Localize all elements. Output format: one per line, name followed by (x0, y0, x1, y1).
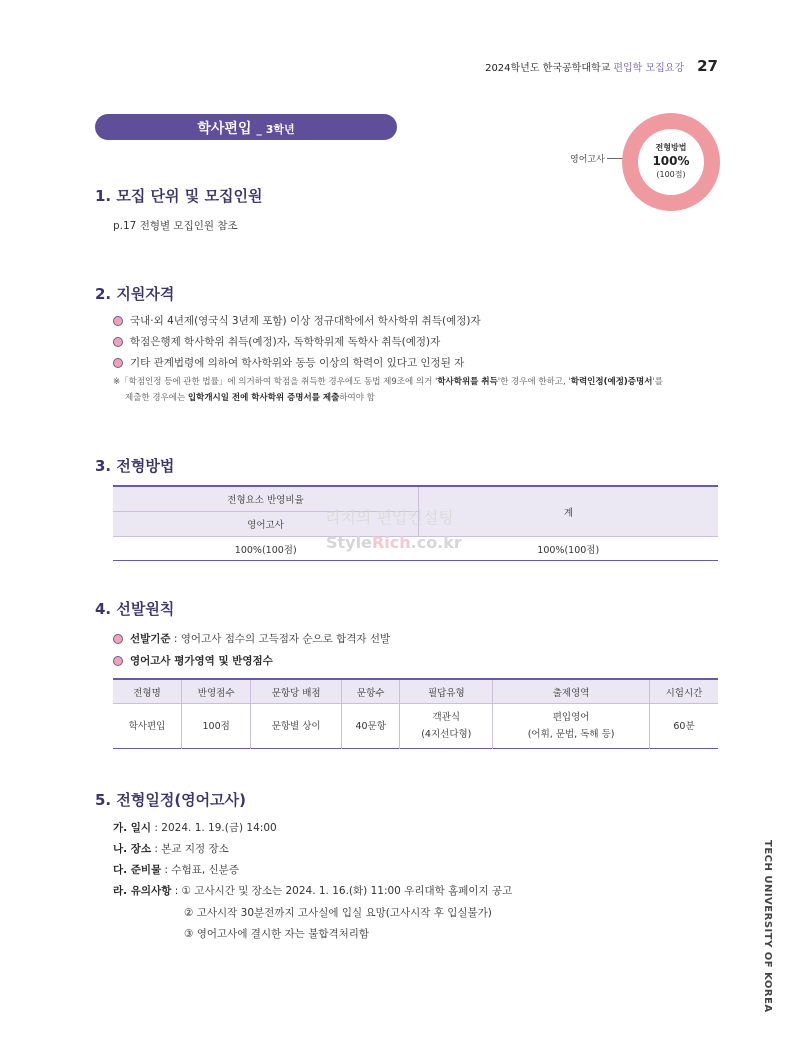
table-cell: 객관식 (4지선다형) (400, 704, 493, 749)
section-3-title: 3. 전형방법 (95, 457, 175, 475)
selection-method-donut (622, 113, 720, 211)
qualification-item: 학점은행제 학사학위 취득(예정)자, 독학학위제 독학사 취득(예정)자 (113, 334, 440, 349)
table-cell: 40문항 (341, 704, 399, 749)
schedule-note: ② 고사시작 30분전까지 고사실에 입실 요망(고사시작 후 입실불가) (184, 907, 492, 919)
section-5-title: 5. 전형일정(영어고사) (95, 791, 246, 809)
bullet-icon (113, 337, 123, 347)
exam-area-table (113, 678, 718, 749)
table-header: 출제영역 (493, 679, 650, 704)
page-number: 27 (697, 57, 718, 75)
donut-title: 전형방법 (655, 143, 687, 152)
table-header: 영어고사 (113, 512, 419, 537)
bullet-icon (113, 656, 123, 666)
table-header: 필답유형 (400, 679, 493, 704)
page-title (95, 118, 397, 138)
table-cell: 편입영어 (어휘, 문법, 독해 등) (493, 704, 650, 749)
page-title-sub: _ 3학년 (256, 123, 295, 136)
section-title-bar (95, 114, 397, 140)
table-cell: 문항별 상이 (251, 704, 342, 749)
bullet-icon (113, 358, 123, 368)
evaluation-area-heading: 영어고사 평가영역 및 반영점수 (113, 653, 273, 668)
schedule-item: 나. 장소 : 본교 지정 장소 (113, 843, 229, 855)
table-header: 전형요소 반영비율 (113, 486, 419, 512)
schedule-item: 가. 일시 : 2024. 1. 19.(금) 14:00 (113, 822, 277, 834)
table-cell: 학사편입 (128, 720, 166, 732)
donut-legend-label: 영어고사 (570, 155, 605, 165)
schedule-item: 다. 준비물 : 수험표, 신분증 (113, 864, 239, 876)
donut-center (638, 129, 704, 195)
qualification-item: 기타 관계법령에 의하여 학사학위와 동등 이상의 학력이 있다고 인정된 자 (113, 355, 464, 370)
table-header: 반영점수 (181, 679, 250, 704)
table-row (113, 704, 718, 749)
table-header: 시험시간 (649, 679, 718, 704)
table-cell: 100%(100점) (234, 544, 297, 556)
table-header: 문항수 (341, 679, 399, 704)
qualification-item: 국내·외 4년제(영국식 3년제 포함) 이상 정규대학에서 학사학위 취득(예정)자 (113, 313, 481, 328)
header-guide: 편입학 모집요강 (613, 63, 685, 74)
donut-points: (100점) (656, 170, 686, 179)
qualification-note: ※「학점인정 등에 관한 법률」에 의거하여 학점을 취득한 경우에도 동법 제9조에 의거 '학사학위를 취득'한 경우에 한하고, '학력인정(예정)증명서'를 제출한 경우에는 입학개시일 전에 학사학위 증명서를 제출하여야 함 (113, 377, 663, 403)
table-header: 문항당 배점 (251, 679, 342, 704)
schedule-item: 라. 유의사항 : ① 고사시간 및 장소는 2024. 1. 16.(화) 11:00 우리대학 홈페이지 공고 (113, 885, 513, 897)
bullet-icon (113, 316, 123, 326)
section-2-title: 2. 지원자격 (95, 285, 175, 303)
table-header-total: 계 (419, 486, 719, 537)
selection-criteria: 선발기준 : 영어고사 점수의 고득점자 순으로 합격자 선발 (113, 631, 390, 646)
table-cell: 100점 (181, 704, 250, 749)
page-title-main: 학사편입 (197, 121, 252, 137)
table-cell: 60분 (649, 704, 718, 749)
page-header (485, 57, 718, 75)
donut-percent: 100% (652, 154, 690, 168)
section-1-title: 1. 모집 단위 및 모집인원 (95, 187, 263, 205)
header-school: 2024학년도 한국공학대학교 (485, 63, 611, 74)
section-4-title: 4. 선발원칙 (95, 600, 175, 618)
section-1-text: p.17 전형별 모집인원 참조 (113, 220, 238, 232)
bullet-icon (113, 634, 123, 644)
watermark-site: StyleRich.co.kr (326, 533, 462, 552)
table-header: 전형명 (113, 679, 181, 704)
side-university-name: TECH UNIVERSITY OF KOREA (762, 840, 773, 1013)
schedule-note: ③ 영어고사에 결시한 자는 불합격처리함 (184, 928, 370, 940)
watermark-text: 리치의 편입컨설팅 (325, 508, 454, 527)
table-cell: 100%(100점) (537, 544, 600, 556)
